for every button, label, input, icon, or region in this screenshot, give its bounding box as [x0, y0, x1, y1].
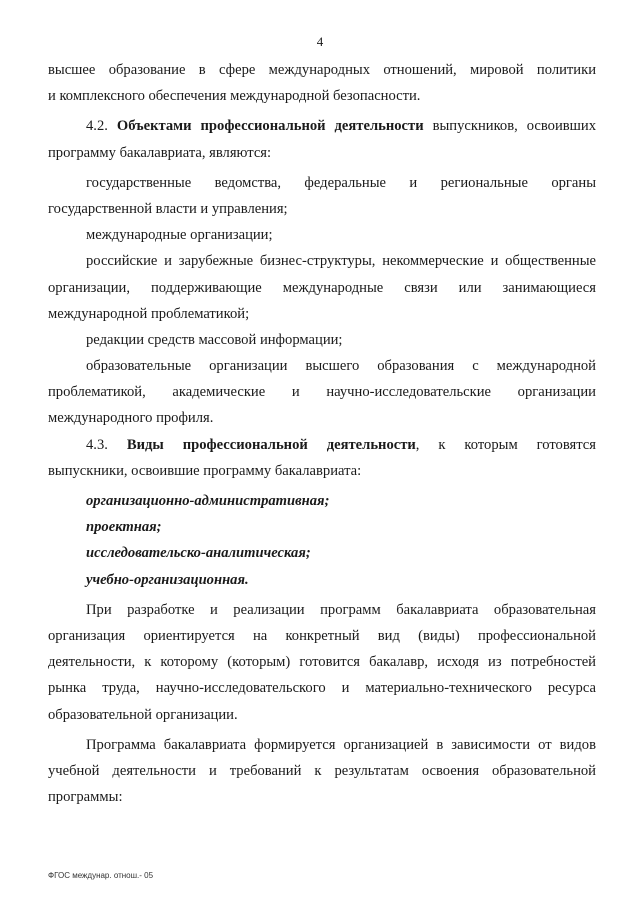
- text-continuation: , к которым готовятся: [415, 436, 596, 453]
- bold-term: Объектами профессиональной деятельности: [116, 118, 424, 135]
- text-line: организации, поддерживающие международные связи или занимающиеся: [48, 279, 596, 296]
- list-item: редакции средств массовой информации;: [86, 331, 343, 348]
- text-line: учебной деятельности и требований к результатам освоения образовательной: [48, 762, 596, 779]
- text-line: и комплексного обеспечения международной безопасности.: [48, 88, 421, 105]
- text-line: деятельности, к которому (которым) готовится бакалавр, исходя из потребностей: [48, 654, 596, 671]
- text-continuation: выпускников, освоивших: [423, 118, 596, 135]
- text-line: государственной власти и управления;: [48, 200, 288, 217]
- list-item: российские и зарубежные бизнес-структуры, некоммерческие и общественные: [86, 253, 596, 270]
- text-line: выпускники, освоившие программу бакалавриата:: [48, 462, 362, 479]
- text-line: международного профиля.: [48, 410, 214, 427]
- page-number: 4: [316, 34, 324, 49]
- section-number: 4.3.: [86, 436, 127, 453]
- text-line: При разработке и реализации программ бакалавриата образовательная: [86, 601, 596, 618]
- text-line: международной проблематикой;: [48, 305, 250, 322]
- list-item: международные организации;: [86, 227, 273, 244]
- body-text: [48, 57, 596, 810]
- activity-type-item: организационно-административная;: [86, 493, 330, 509]
- text-line: проблематикой, академические и научно-исследовательские организации: [48, 384, 596, 401]
- activity-type-item: учебно-организационная.: [86, 571, 249, 588]
- section-number: 4.2.: [86, 118, 117, 135]
- list-item: государственные ведомства, федеральные и региональные органы: [86, 174, 596, 191]
- text-line: рынка труда, научно-исследовательского и материально-технического ресурса: [48, 680, 596, 697]
- activity-type-item: проектная;: [86, 519, 162, 536]
- activity-type-item: исследовательско-аналитическая;: [86, 545, 311, 562]
- text-line: программу бакалавриата, являются:: [48, 144, 272, 161]
- text-line: высшее образование в сфере международных отношений, мировой политики: [48, 62, 596, 78]
- text-line: программы:: [48, 789, 123, 806]
- bold-term: Виды профессиональной деятельности: [126, 436, 416, 453]
- section-4-3-heading: [48, 432, 596, 458]
- text-line: организация ориентируется на конкретный вид (виды) профессиональной: [48, 627, 596, 644]
- section-4-2-heading: [48, 113, 596, 139]
- text-line: Программа бакалавриата формируется организацией в зависимости от видов: [86, 736, 596, 753]
- text-line: образовательной организации.: [48, 706, 238, 723]
- footer-label: ФГОС междунар. отнош.- 05: [48, 871, 154, 880]
- list-item: образовательные организации высшего образования с международной: [86, 358, 596, 375]
